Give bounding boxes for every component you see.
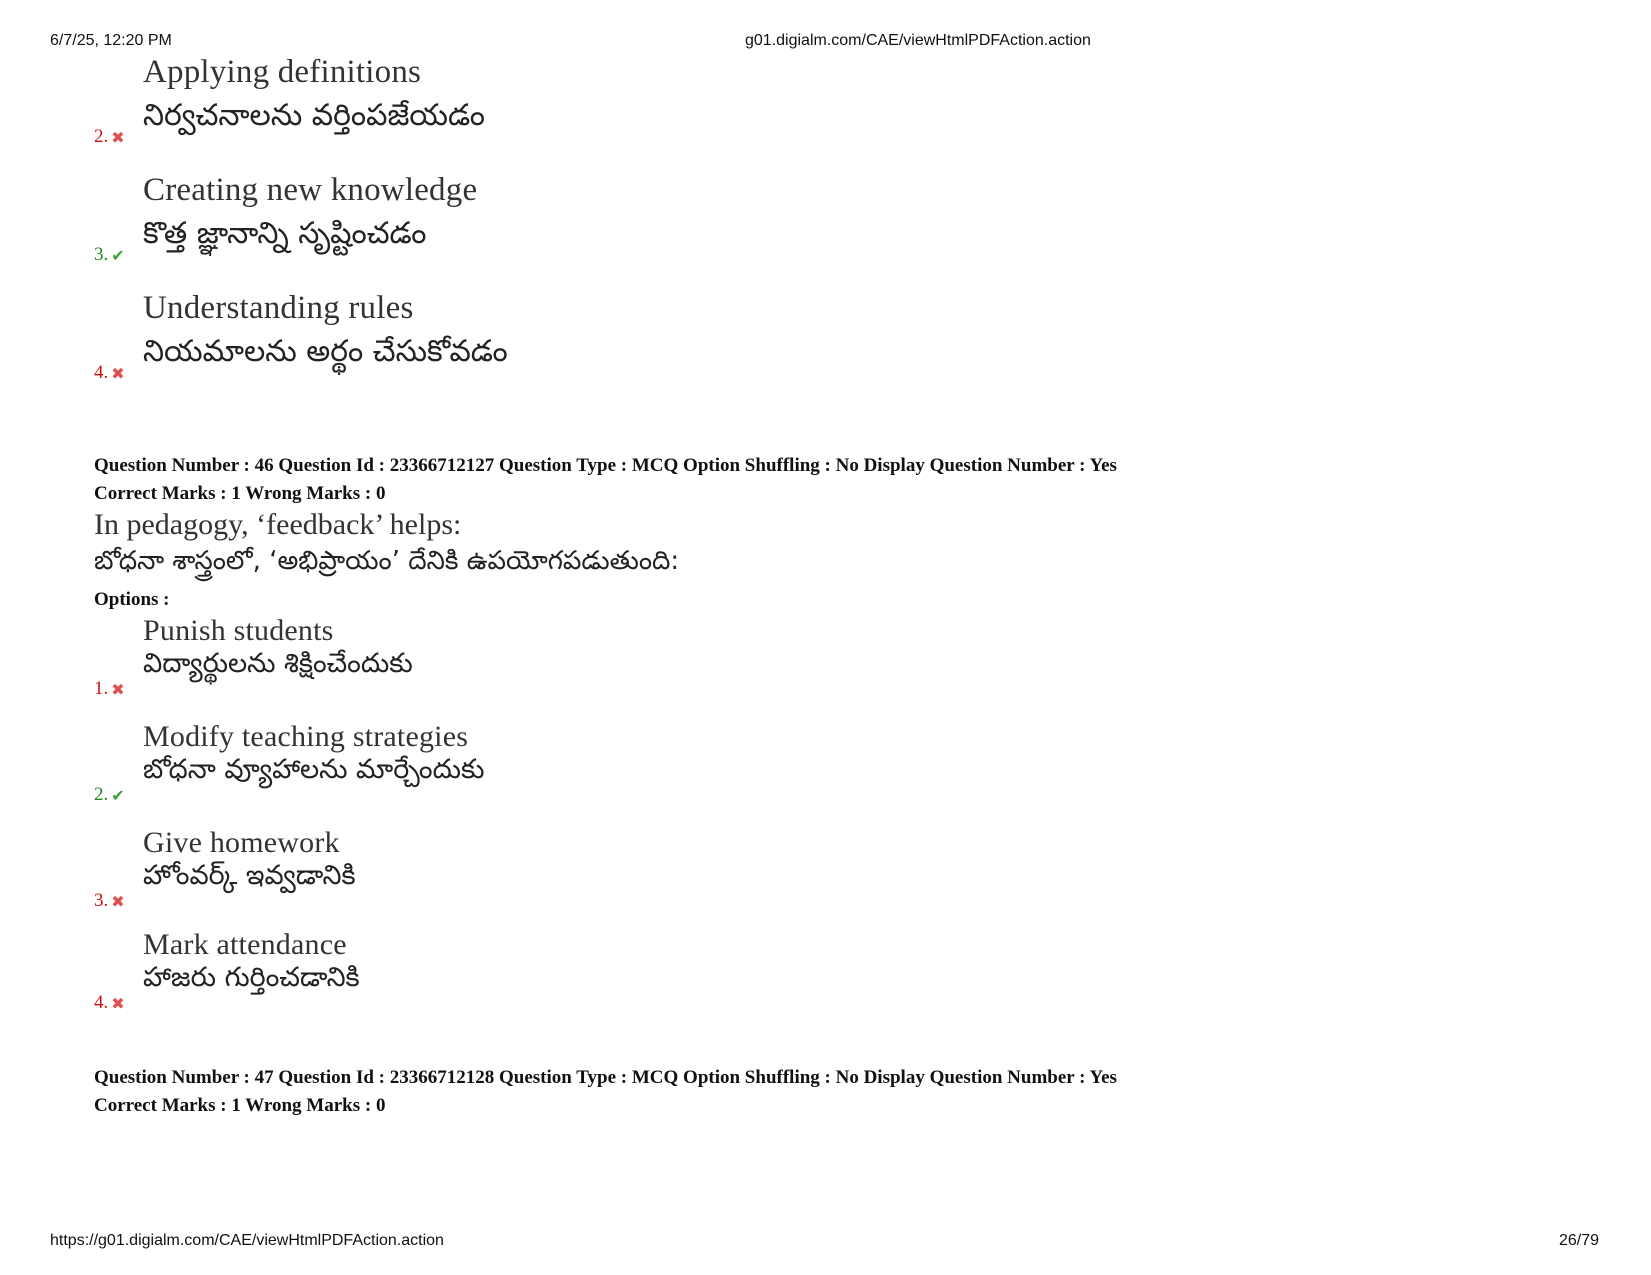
option-text-en: Modify teaching strategies [143,720,469,753]
option-item [94,614,1554,720]
option-text-en: Give homework [143,826,340,859]
option-text-te: కొత్త జ్ఞానాన్ని సృష్టించడం [143,216,427,251]
option-text-te: హోంవర్క్ ఇవ్వడానికి [143,860,356,891]
question-marks: Correct Marks : 1 Wrong Marks : 0 [94,483,386,504]
option-item [94,290,1554,402]
option-marker [94,244,125,266]
option-item [94,720,1554,826]
cross-icon: ✖ [111,891,125,911]
question-marks: Correct Marks : 1 Wrong Marks : 0 [94,1095,386,1116]
option-text-en: Punish students [143,614,334,647]
option-number: 4. [94,362,109,383]
option-item [94,826,1554,928]
option-number: 3. [94,890,109,911]
cross-icon: ✖ [111,993,125,1013]
option-item [94,172,1554,284]
question-block [94,1064,1554,1120]
option-text-te: నిర్వచనాలను వర్తింపజేయడం [143,98,485,133]
option-marker [94,890,125,912]
question-text-te: బోధనా శాస్త్రంలో, ‘అభిప్రాయం’ దేనికి ఉపయోగపడుతుంది: [94,546,680,576]
option-number: 1. [94,678,109,699]
option-text-en: Applying definitions [143,54,422,90]
question-meta: Question Number : 47 Question Id : 23366712128 Question Type : MCQ Option Shuffling : No Display Question Number : Yes [94,1067,1117,1088]
option-marker [94,362,125,384]
print-footer-url: https://g01.digialm.com/CAE/viewHtmlPDFAction.action [50,1232,444,1249]
options-label: Options : [94,589,170,610]
option-text-te: నియమాలను అర్థం చేసుకోవడం [143,334,508,369]
option-number: 4. [94,992,109,1013]
option-number: 2. [94,126,109,147]
cross-icon: ✖ [111,679,125,699]
option-text-te: విద్యార్థులను శిక్షించేందుకు [143,648,413,679]
print-header-url: g01.digialm.com/CAE/viewHtmlPDFAction.action [745,32,1091,49]
option-text-te: బోధనా వ్యూహాలను మార్చేందుకు [143,754,485,785]
option-marker [94,126,125,148]
option-text-en: Creating new knowledge [143,172,478,208]
option-item [94,54,1554,166]
question-text-en: In pedagogy, ‘feedback’ helps: [94,508,462,541]
print-datetime: 6/7/25, 12:20 PM [50,32,172,49]
check-icon: ✔ [111,785,125,805]
page-content [94,54,1554,1120]
question-meta: Question Number : 46 Question Id : 23366712127 Question Type : MCQ Option Shuffling : No Display Question Number : Yes [94,455,1117,476]
question-block [94,452,1554,1030]
option-text-te: హాజరు గుర్తించడానికి [143,962,360,993]
option-marker [94,678,125,700]
cross-icon: ✖ [111,127,125,147]
cross-icon: ✖ [111,363,125,383]
option-text-en: Understanding rules [143,290,414,326]
option-number: 2. [94,784,109,805]
option-marker [94,992,125,1014]
option-marker [94,784,125,806]
option-number: 3. [94,244,109,265]
check-icon: ✔ [111,245,125,265]
page-number: 26/79 [1558,1232,1599,1249]
option-text-en: Mark attendance [143,928,347,961]
option-item [94,928,1554,1030]
